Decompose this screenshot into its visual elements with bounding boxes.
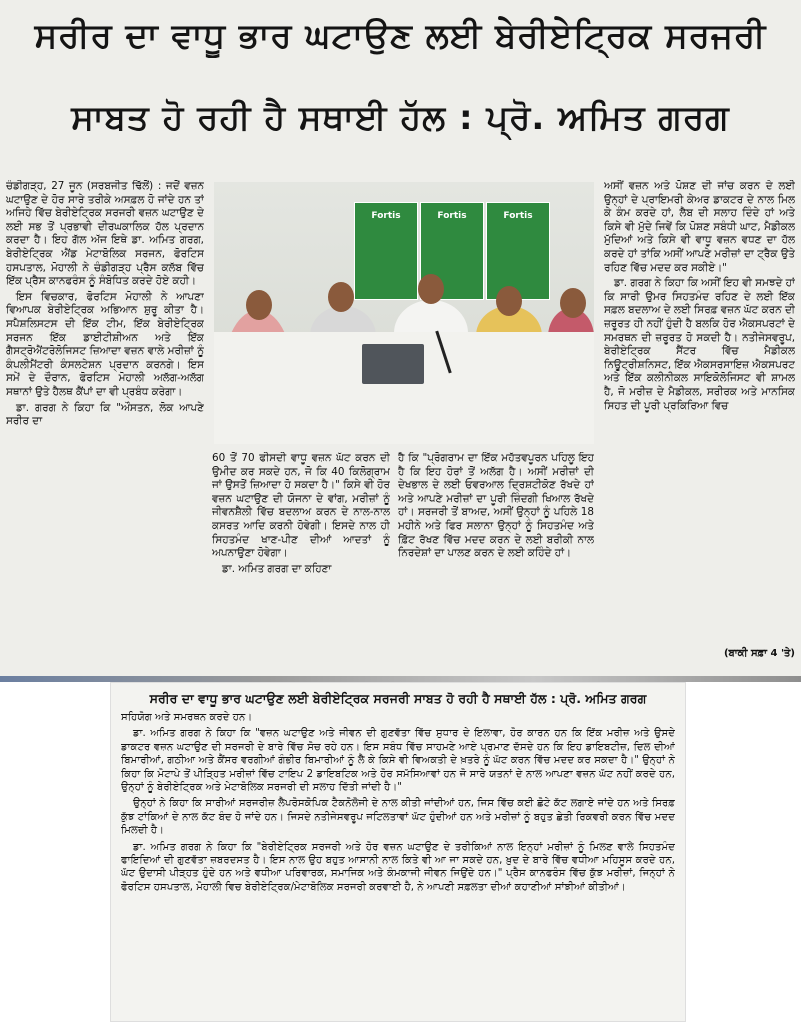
- article-paragraph: ਇਸ ਵਿਚਕਾਰ, ਫੋਰਟਿਸ ਮੋਹਾਲੀ ਨੇ ਆਪਣਾ ਵਿਆਪਕ ਬੇਰੀਏਟ੍ਰਿਕ ਅਭਿਆਨ ਸ਼ੁਰੂ ਕੀਤਾ ਹੈ। ਸਪੈਸ਼ਲਿਸਟਸ ਦੀ ਇੱਕ ਟੀਮ, ਇੱਕ ਬੇਰੀਏਟ੍ਰਿਕ ਸਰਜਨ ਇੱਕ ਡਾਈਟੀਸ਼ੀਅਨ ਅਤੇ ਇੱਕ ਗੈਸਟ੍ਰੋਐਂਟਰੋਲੋਜਿਸਟ ਜ਼ਿਆਦਾ ਵਜ਼ਨ ਵਾਲੇ ਮਰੀਜ਼ਾਂ ਨੂੰ ਕੰਪਲੀਮੈਂਟਰੀ ਕੰਸਲਟੇਸ਼ਨ ਪ੍ਰਦਾਨ ਕਰਨਗੇ। ਇਸ ਸਮੇਂ ਦੇ ਦੌਰਾਨ, ਫੋਰਟਿਸ ਮੋਹਾਲੀ ਅਲੱਗ-ਅਲੱਗ ਸਥਾਨਾਂ ਉਤੇ ਹੈਲਥ ਕੈਂਪਾਂ ਦਾ ਵੀ ਪ੍ਰਬੰਧ ਕਰੇਗਾ।: [6, 290, 204, 398]
- continuation-paragraph: ਡਾ. ਅਮਿਤ ਗਰਗ ਨੇ ਕਿਹਾ ਕਿ "ਬੇਰੀਏਟ੍ਰਿਕ ਸਰਜਰੀ ਅਤੇ ਹੋਰ ਵਜ਼ਨ ਘਟਾਉਣ ਦੇ ਤਰੀਕਿਆਂ ਨਾਲ ਇਨ੍ਹਾਂ ਮਰੀਜ਼ਾਂ ਨੂੰ ਮਿਲਣ ਵਾਲੇ ਸਿਹਤਮੰਦ ਫਾਇਦਿਆਂ ਦੀ ਗੁਣਵੱਤਾ ਜ਼ਬਰਦਸਤ ਹੈ। ਇਸ ਨਾਲ ਉਹ ਬਹੁਤ ਆਸਾਨੀ ਨਾਲ ਕਿਤੇ ਵੀ ਆ ਜਾ ਸਕਦੇ ਹਨ, ਖ਼ੁਦ ਦੇ ਬਾਰੇ ਵਿੱਚ ਵਧੀਆ ਮਹਿਸੂਸ ਕਰਦੇ ਹਨ, ਘੱਟ ਉਦਾਸੀ ਪੀੜ੍ਹਤ ਹੁੰਦੇ ਹਨ ਅਤੇ ਵਧੀਆ ਪਰਿਵਾਰਕ, ਸਮਾਜਿਕ ਅਤੇ ਕੰਮਕਾਜੀ ਜੀਵਨ ਜਿਉਂਦੇ ਹਨ।" ਪ੍ਰੈਸ ਕਾਨਫਰੰਸ ਵਿੱਚ ਕੁੱਝ ਮਰੀਜ਼ਾਂ, ਜਿਨ੍ਹਾਂ ਨੇ ਫੋਰਟਿਸ ਹਸਪਤਾਲ, ਮੋਹਾਲੀ ਵਿਚ ਬੇਰੀਏਟ੍ਰਿਕ/ਮੇਟਾਬੋਲਿਕ ਸਰਜਰੀ ਕਰਵਾਈ ਹੈ, ਨੇ ਆਪਣੀ ਸਫ਼ਲਤਾ ਦੀਆਂ ਕਹਾਣੀਆਂ ਸਾਂਝੀਆਂ ਕੀਤੀਆਂ।: [121, 841, 675, 893]
- banner-logo-text: Fortis: [437, 211, 467, 221]
- continuation-paragraph: ਉਨ੍ਹਾਂ ਨੇ ਕਿਹਾ ਕਿ ਸਾਰੀਆਂ ਸਰਜਰੀਜ਼ ਲੈਪਰੋਸਕੋਪਿਕ ਟੈਕਨੋਲੋਜੀ ਦੇ ਨਾਲ ਕੀਤੀ ਜਾਂਦੀਆਂ ਹਨ, ਜਿਸ ਵਿੱਚ ਕਈ ਛੋਟੇ ਕੱਟ ਲਗਾਏ ਜਾਂਦੇ ਹਨ ਅਤੇ ਸਿਰਫ਼ ਕੁੱਝ ਟਾਂਕਿਆਂ ਦੇ ਨਾਲ ਕੱਟ ਬੰਦ ਹੋ ਜਾਂਦੇ ਹਨ। ਜਿਸਦੇ ਨਤੀਜੇਸਵਰੂਪ ਜਟਿਲਤਾਵਾਂ ਘੱਟ ਹੁੰਦੀਆਂ ਹਨ ਅਤੇ ਮਰੀਜ਼ਾਂ ਨੂੰ ਬਹੁਤ ਛੇਤੀ ਰਿਕਵਰੀ ਕਰਨ ਵਿੱਚ ਮਦਦ ਮਿਲਦੀ ਹੈ।: [121, 798, 675, 837]
- article-paragraph: ਡਾ. ਗਰਗ ਨੇ ਕਿਹਾ ਕਿ ਅਸੀਂ ਇਹ ਵੀ ਸਮਝਦੇ ਹਾਂ ਕਿ ਸਾਰੀ ਉਮਰ ਸਿਹਤਮੰਦ ਰਹਿਣ ਦੇ ਲਈ ਇੱਕ ਸਫ਼ਲ ਬਦਲਾਅ ਦੇ ਲਈ ਸਿਰਫ਼ ਵਜ਼ਨ ਘੱਟ ਕਰਨ ਦੀ ਜ਼ਰੂਰਤ ਹੀ ਨਹੀਂ ਹੁੰਦੀ ਹੈ ਬਲਕਿ ਹੋਰ ਐਕਸਪਰਟਾਂ ਦੇ ਸਮਰਥਨ ਦੀ ਜ਼ਰੂਰਤ ਹੋ ਸਕਦੀ ਹੈ। ਨਤੀਜੇਸਵਰੂਪ, ਬੇਰੀਏਟ੍ਰਿਕ ਸੈਂਟਰ ਵਿੱਚ ਮੈਡੀਕਲ ਨਿਊਟ੍ਰੀਸ਼ਨਿਸਟ, ਇੱਕ ਐਕਸਰਸਾਇਜ਼ ਐਕਸਪਰਟ ਅਤੇ ਇੱਕ ਕਲੀਨੀਕਲ ਸਾਇਕੋਲੋਜਿਸਟ ਵੀ ਸ਼ਾਮਲ ਹੈ, ਜੋ ਮਰੀਜ਼ ਦੇ ਮੈਡੀਕਲ, ਸਰੀਰਕ ਅਤੇ ਮਾਨਸਿਕ ਸਿਹਤ ਦੀ ਪੂਰੀ ਪ੍ਰਕਿਰਿਆ ਵਿਚ: [604, 277, 795, 412]
- person-head: [496, 286, 522, 316]
- press-conference-photo: [214, 182, 594, 444]
- article-column-3: [398, 452, 594, 676]
- article-column-4: [604, 180, 795, 676]
- person-head: [328, 282, 354, 312]
- banner-logo-text: Fortis: [371, 211, 401, 221]
- continuation-paragraph: ਸਹਿਯੋਗ ਅਤੇ ਸਮਰਥਨ ਕਰਦੇ ਹਨ।: [121, 712, 253, 723]
- continued-on-page-note: (ਬਾਕੀ ਸਫ਼ਾ 4 'ਤੇ): [723, 648, 795, 659]
- article-paragraph: ਹੈ ਕਿ "ਪ੍ਰੋਗਰਾਮ ਦਾ ਇੱਕ ਮਹੱਤਵਪੂਰਨ ਪਹਿਲੂ ਇਹ ਹੈ ਕਿ ਇਹ ਹੋਰਾਂ ਤੋਂ ਅਲੱਗ ਹੈ। ਅਸੀਂ ਮਰੀਜ਼ਾਂ ਦੀ ਦੇਖਭਾਲ ਦੇ ਲਈ ਓਵਰਆਲ ਦ੍ਰਿਸ਼ਟੀਕੋਣ ਰੱਖਦੇ ਹਾਂ ਅਤੇ ਆਪਣੇ ਮਰੀਜ਼ਾਂ ਦਾ ਪੂਰੀ ਜ਼ਿੰਦਗੀ ਖਿਆਲ ਰੱਖਦੇ ਹਾਂ। ਸਰਜਰੀ ਤੋਂ ਬਾਅਦ, ਅਸੀਂ ਉਨ੍ਹਾਂ ਨੂੰ ਪਹਿਲੇ 18 ਮਹੀਨੇ ਅਤੇ ਫਿਰ ਸਲਾਨਾ ਉਨ੍ਹਾਂ ਨੂੰ ਸਿਹਤਮੰਦ ਅਤੇ ਫ਼ਿੱਟ ਰੱਖਣ ਵਿੱਚ ਮਦਦ ਕਰਨ ਦੇ ਲਈ ਬਰੀਕੀ ਨਾਲ ਨਿਰਦੇਸ਼ਾਂ ਦਾ ਪਾਲਣ ਕਰਨ ਦੇ ਲਈ ਕਹਿੰਦੇ ਹਾਂ।: [398, 452, 594, 560]
- continuation-title: ਸਰੀਰ ਦਾ ਵਾਧੂ ਭਾਰ ਘਟਾਉਣ ਲਈ ਬੇਰੀਏਟ੍ਰਿਕ ਸਰਜਰੀ ਸਾਬਤ ਹੋ ਰਹੀ ਹੈ ਸਥਾਈ ਹੱਲ : ਪ੍ਰੋ. ਅਮਿਤ ਗਰਗ: [149, 691, 647, 706]
- banner-logo-text: Fortis: [503, 211, 533, 221]
- article-paragraph: ਡਾ. ਅਮਿਤ ਗਰਗ ਦਾ ਕਹਿਣਾ: [222, 562, 332, 575]
- article-paragraph: ਅਸੀਂ ਵਜ਼ਨ ਅਤੇ ਪੋਸ਼ਣ ਦੀ ਜਾਂਚ ਕਰਨ ਦੇ ਲਈ ਉਨ੍ਹਾਂ ਦੇ ਪ੍ਰਾਇਮਰੀ ਕੇਅਰ ਡਾਕਟਰ ਦੇ ਨਾਲ ਮਿਲ ਕੇ ਕੰਮ ਕਰਦੇ ਹਾਂ, ਲੈਬ ਦੀ ਸਲਾਹ ਦਿੰਦੇ ਹਾਂ ਅਤੇ ਕਿਸੇ ਵੀ ਮੁੱਦੇ ਜਿਵੇਂ ਕਿ ਪੋਸ਼ਣ ਸਬੰਧੀ ਘਾਟ, ਮੈਡੀਕਲ ਮੁੱਦਿਆਂ ਅਤੇ ਕਿਸੇ ਵੀ ਵਾਧੂ ਵਜ਼ਨ ਵਧਣ ਦਾ ਹੱਲ ਕਰਦੇ ਹਾਂ ਤਾਂਕਿ ਅਸੀਂ ਆਪਣੇ ਮਰੀਜ਼ਾਂ ਦਾ ਟ੍ਰੈਕ ਉਤੇ ਰਹਿਣ ਵਿੱਚ ਮਦਦ ਕਰ ਸਕੀਏ।": [604, 180, 795, 274]
- continuation-paragraph: ਡਾ. ਅਮਿਤ ਗਰਗ ਨੇ ਕਿਹਾ ਕਿ "ਵਜ਼ਨ ਘਟਾਉਣ ਅਤੇ ਜੀਵਨ ਦੀ ਗੁਣਵੱਤਾ ਵਿੱਚ ਸੁਧਾਰ ਦੇ ਇਲਾਵਾ, ਹੋਰ ਕਾਰਨ ਹਨ ਕਿ ਇੱਕ ਮਰੀਜ਼ ਅਤੇ ਉਸਦੇ ਡਾਕਟਰ ਵਜ਼ਨ ਘਟਾਉਣ ਦੀ ਸਰਜਰੀ ਦੇ ਬਾਰੇ ਵਿੱਚ ਸੋਚ ਰਹੇ ਹਨ। ਇਸ ਸਬੰਧ ਵਿੱਚ ਸਾਹਮਣੇ ਆਏ ਪ੍ਰਮਾਣ ਦੱਸਦੇ ਹਨ ਕਿ ਇਹ ਡਾਇਬਟੀਜ਼, ਦਿਲ ਦੀਆਂ ਬਿਮਾਰੀਆਂ, ਗਠੀਆ ਅਤੇ ਕੈਂਸਰ ਵਰਗੀਆਂ ਗੰਭੀਰ ਬਿਮਾਰੀਆਂ ਨੂੰ ਲੈ ਕੇ ਕਿਸੇ ਵੀ ਵਿਅਕਤੀ ਦੇ ਖ਼ਤਰੇ ਨੂੰ ਘੱਟ ਕਰਨ ਵਿੱਚ ਮਦਦ ਕਰ ਸਕਦਾ ਹੈ।" ਉਨ੍ਹਾਂ ਨੇ ਕਿਹਾ ਕਿ ਮੋਟਾਪੇ ਤੋਂ ਪੀੜ੍ਹਿਤ ਮਰੀਜ਼ਾਂ ਵਿੱਚ ਟਾਇਪ 2 ਡਾਇਬਟਿਕ ਅਤੇ ਹੋਰ ਸਮੱਸਿਆਵਾਂ ਹਨ ਜੋ ਸਾਰੇ ਯਤਨਾਂ ਦੇ ਨਾਲ ਆਪਣਾ ਵਜ਼ਨ ਘੱਟ ਨਹੀਂ ਕਰਦੇ ਹਨ, ਉਨ੍ਹਾਂ ਨੂੰ ਬੇਰੀਏਟ੍ਰਿਕ ਅਤੇ ਮੇਟਾਬੋਲਿਕ ਸਰਜਰੀ ਦੀ ਸਲਾਹ ਦਿੱਤੀ ਜਾਂਦੀ ਹੈ।": [121, 728, 675, 794]
- continuation-body: [121, 711, 675, 1017]
- laptop: [362, 344, 424, 384]
- person-head: [246, 290, 272, 320]
- headline-line-2: ਸਾਬਤ ਹੋ ਰਹੀ ਹੈ ਸਥਾਈ ਹੱਲ : ਪ੍ਰੋ. ਅਮਿਤ ਗਰਗ: [71, 98, 730, 138]
- person-head: [560, 288, 586, 318]
- article-column-2: [212, 452, 390, 676]
- person-head: [418, 274, 444, 304]
- article-paragraph: ਡਾ. ਗਰਗ ਨੇ ਕਿਹਾ ਕਿ "ਔਸਤਨ, ਲੋਕ ਆਪਣੇ ਸਰੀਰ ਦਾ: [6, 401, 204, 428]
- fortis-banner: [486, 202, 550, 300]
- fortis-banner: [354, 202, 418, 300]
- article-paragraph: ਚੰਡੀਗੜ੍ਹ, 27 ਜੂਨ (ਸਰਬਜੀਤ ਢਿੱਲੋਂ) : ਜਦੋਂ ਵਜ਼ਨ ਘਟਾਉਣ ਦੇ ਹੋਰ ਸਾਰੇ ਤਰੀਕੇ ਅਸਫ਼ਲ ਹੋ ਜਾਂਦੇ ਹਨ ਤਾਂ ਅਜਿਹੇ ਵਿੱਚ ਬੇਰੀਏਟ੍ਰਿਕ ਸਰਜਰੀ ਵਜ਼ਨ ਘਟਾਉਣ ਦੇ ਲਈ ਸਭ ਤੋਂ ਪ੍ਰਭਾਵੀ ਦੀਰਘਕਾਲਿਕ ਹੱਲ ਪ੍ਰਦਾਨ ਕਰਦਾ ਹੈ। ਇਹ ਗੱਲ ਅੱਜ ਇਥੇ ਡਾ. ਅਮਿਤ ਗਰਗ, ਬੇਰੀਏਟ੍ਰਿਕ ਐਂਡ ਮੇਟਾਬੋਲਿਕ ਸਰਜਨ, ਫੋਰਟਿਸ ਹਸਪਤਾਲ, ਮੋਹਾਲੀ ਨੇ ਚੰਡੀਗੜ੍ਹ ਪ੍ਰੈਸ ਕਲੱਬ ਵਿੱਚ ਇੱਕ ਪ੍ਰੈਸ ਕਾਨਫਰੰਸ ਨੂੰ ਸੰਬੋਧਿਤ ਕਰਦੇ ਹੋਏ ਕਹੀ।: [6, 180, 204, 288]
- article-column-1: [6, 180, 204, 676]
- headline-line-1: ਸਰੀਰ ਦਾ ਵਾਧੂ ਭਾਰ ਘਟਾਉਣ ਲਈ ਬੇਰੀਏਟ੍ਰਿਕ ਸਰਜਰੀ: [34, 16, 767, 56]
- continuation-clipping: [110, 682, 686, 1022]
- article-paragraph: 60 ਤੋਂ 70 ਫੀਸਦੀ ਵਾਧੂ ਵਜ਼ਨ ਘੱਟ ਕਰਨ ਦੀ ਉਮੀਦ ਕਰ ਸਕਦੇ ਹਨ, ਜੋ ਕਿ 40 ਕਿਲੋਗ੍ਰਾਮ ਜਾਂ ਉਸਤੋਂ ਜ਼ਿਆਦਾ ਹੋ ਸਕਦਾ ਹੈ।" ਕਿਸੇ ਵੀ ਹੋਰ ਵਜ਼ਨ ਘਟਾਉਣ ਦੀ ਯੋਜਨਾ ਦੇ ਵਾਂਗ, ਮਰੀਜ਼ਾਂ ਨੂੰ ਜੀਵਨਸ਼ੈਲੀ ਵਿੱਚ ਬਦਲਾਅ ਕਰਨ ਦੇ ਨਾਲ-ਨਾਲ ਕਸਰਤ ਆਦਿ ਕਰਨੀ ਹੋਵੇਗੀ। ਇਸਦੇ ਨਾਲ ਹੀ ਸਿਹਤਮੰਦ ਖਾਣ-ਪੀਣ ਦੀਆਂ ਆਦਤਾਂ ਨੂੰ ਅਪਨਾਉਣਾ ਹੋਵੇਗਾ।: [212, 452, 390, 560]
